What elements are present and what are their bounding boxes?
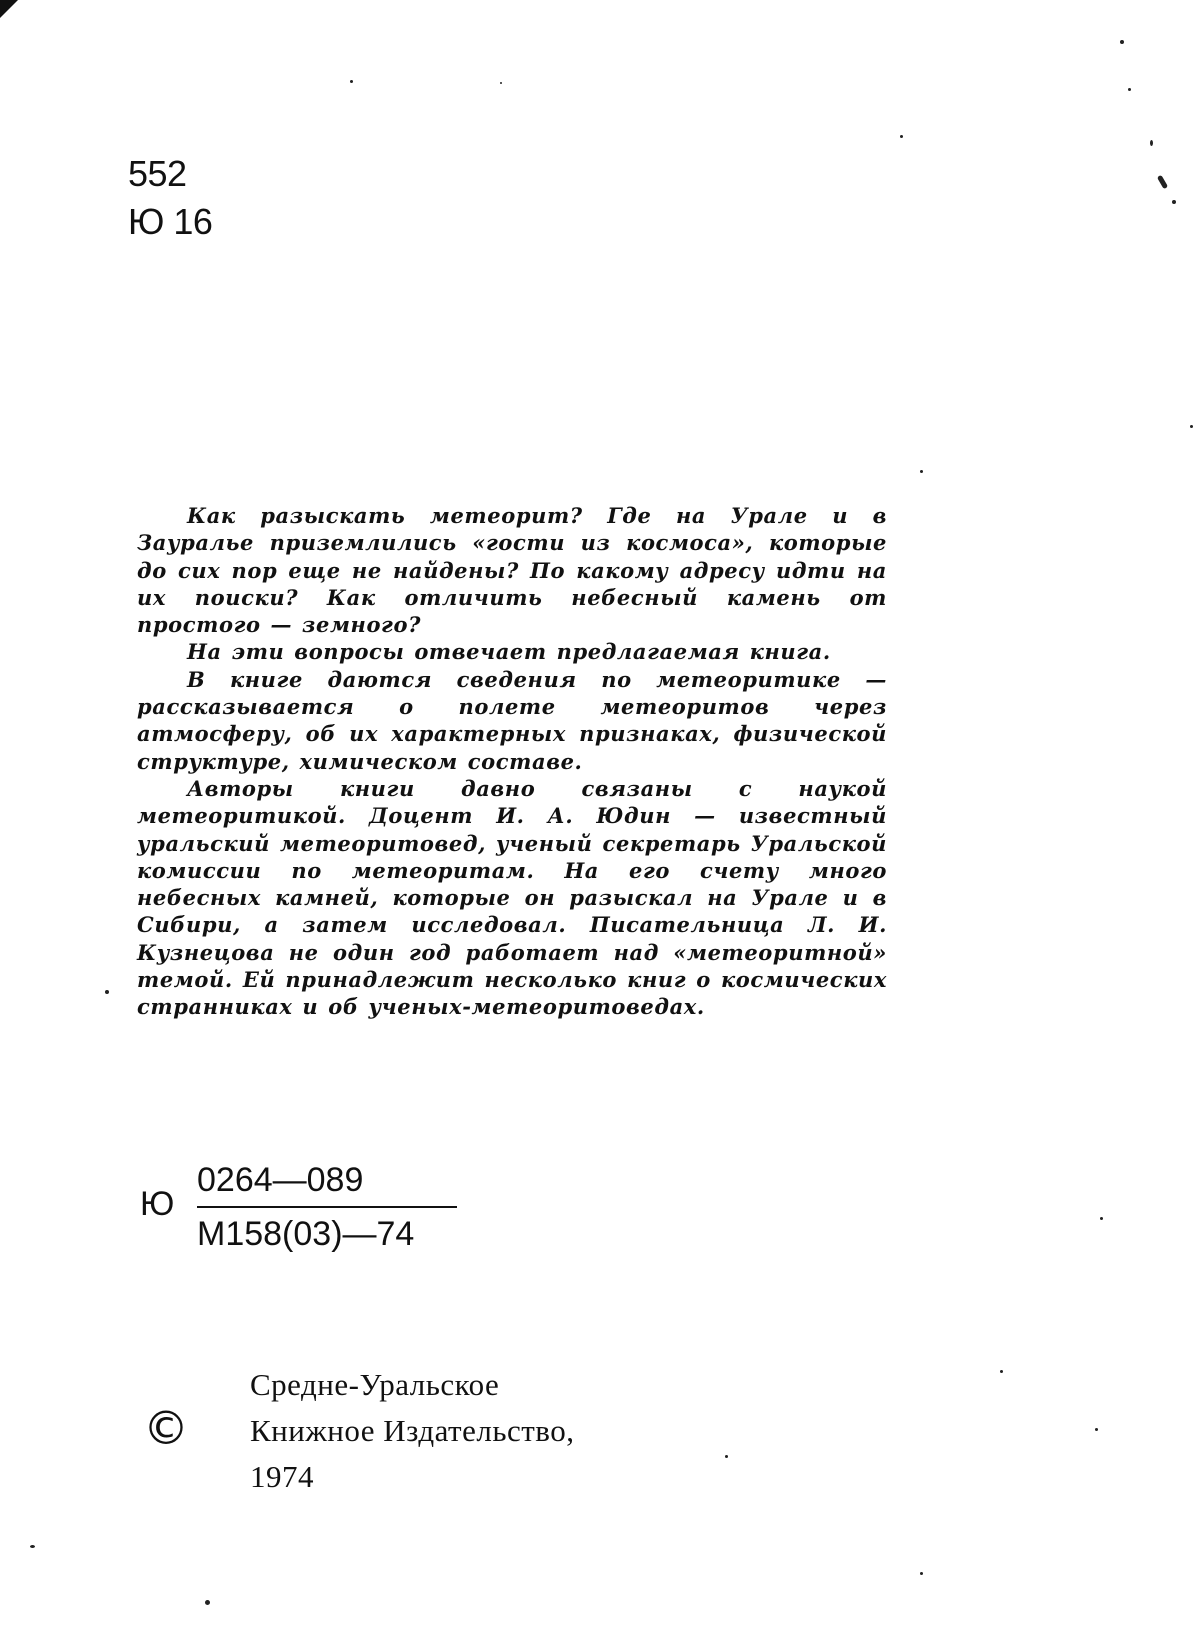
scan-speck [1128,88,1131,91]
publisher-name-line2: Книжное Издательство, [250,1413,575,1448]
udc-class-number: 552 [128,153,187,194]
scan-speck [1095,1428,1098,1431]
scan-speck [105,990,109,994]
annotation-paragraph: На эти вопросы отвечает предлагаемая книга. [187,639,831,665]
scan-speck [1100,1217,1103,1220]
book-annotation [137,502,887,1021]
scan-speck [1172,200,1176,204]
index-numerator: 0264—089 [197,1160,457,1208]
scan-speck [205,1600,210,1605]
annotation-paragraph: В книге даются сведения по метеоритике — рассказывается о полете метеоритов через атмосферу, об их характерных признаках, физической структуре, химическом составе. [137,666,887,774]
scan-speck [1157,175,1168,190]
scan-corner-mark [0,0,18,18]
scan-speck [1190,425,1193,428]
scan-speck [350,80,353,83]
udc-classification [128,150,212,246]
publication-year: 1974 [250,1459,314,1494]
scan-speck [500,82,502,84]
scan-speck [920,470,923,473]
scan-speck [1000,1370,1003,1373]
index-fraction [197,1160,457,1254]
index-denominator: М158(03)—74 [197,1215,415,1253]
publisher-name-line1: Средне-Уральское [250,1367,500,1402]
annotation-paragraph: Как разыскать метеорит? Где на Урале и в Зауралье приземлились «гости из космоса», которые до сих пор еще не найдены? По какому адресу идти на их поиски? Как отличить небесный камень от простого — земного? [137,503,887,638]
scan-speck [1120,40,1124,44]
index-letter: Ю [140,1185,175,1223]
scan-speck [1150,140,1153,146]
scan-speck [920,1572,923,1575]
scan-speck [725,1455,728,1458]
scan-speck [900,135,903,138]
publisher-block [250,1362,574,1500]
copyright-icon: © [143,1401,189,1455]
annotation-paragraph: Авторы книги давно связаны с наукой метеоритикой. Доцент И. А. Юдин — известный уральский метеоритовед, ученый секретарь Уральской комиссии по метеоритам. На его счету много небесных камней, которые он разыскал на Урале и в Сибири, а затем исследовал. Писательница Л. И. Кузнецова не один год работает над «метеоритной» темой. Ей принадлежит несколько книг о космических странниках и об ученых-метеоритоведах. [137,775,887,1020]
scan-speck [30,1545,35,1548]
udc-author-mark: Ю 16 [128,201,213,242]
